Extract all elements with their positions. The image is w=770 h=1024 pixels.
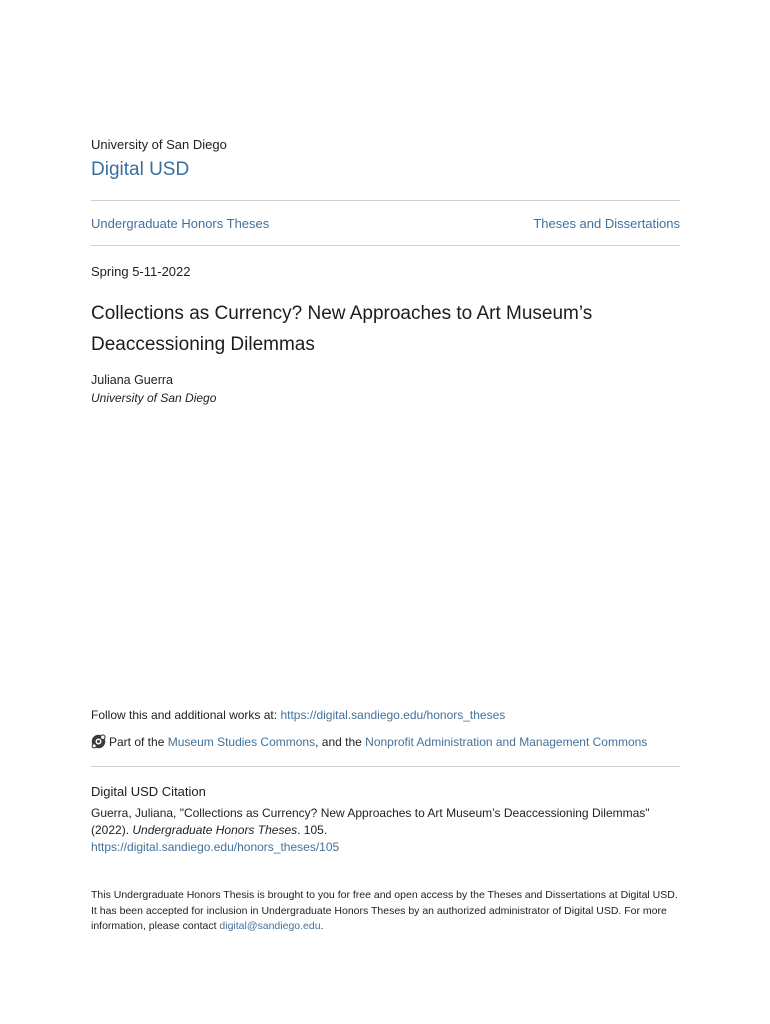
- contact-email-link[interactable]: digital@sandiego.edu: [219, 920, 321, 932]
- citation-series: Undergraduate Honors Theses: [132, 823, 298, 837]
- series-link-theses-dissertations[interactable]: Theses and Dissertations: [533, 216, 680, 231]
- cover-page: [91, 0, 680, 1024]
- author-affiliation: University of San Diego: [91, 391, 217, 405]
- publication-date: Spring 5-11-2022: [91, 264, 191, 279]
- citation-heading: Digital USD Citation: [91, 784, 206, 799]
- citation-url-link[interactable]: https://digital.sandiego.edu/honors_theses/105: [91, 840, 340, 854]
- part-of-line: [91, 734, 647, 749]
- citation-body: [91, 805, 680, 856]
- access-disclaimer: [91, 888, 680, 935]
- series-link-honors-theses[interactable]: Undergraduate Honors Theses: [91, 216, 270, 231]
- repository-name[interactable]: Digital USD: [91, 159, 190, 180]
- divider: [91, 245, 680, 246]
- institution-name: University of San Diego: [91, 137, 227, 152]
- follow-line: [91, 708, 505, 722]
- network-commons-icon: [91, 734, 106, 749]
- author-name: Juliana Guerra: [91, 373, 173, 387]
- document-title: Collections as Currency? New Approaches to Art Museum’s Deaccessioning Dilemmas: [91, 303, 593, 355]
- nonprofit-commons-link[interactable]: Nonprofit Administration and Management Commons: [365, 734, 648, 749]
- divider: [91, 200, 680, 201]
- follow-prefix: Follow this and additional works at:: [91, 708, 281, 722]
- disclaimer-text: This Undergraduate Honors Thesis is brought to you for free and open access by the Theses and Dissertations at Digital USD. It has been accepted for inclusion in Undergraduate Honors Theses by an authorized administrator of Digital USD. For more information, please contact: [91, 889, 678, 932]
- disclaimer-end: .: [320, 920, 324, 932]
- divider: [91, 766, 680, 767]
- part-of-prefix: Part of the: [109, 734, 165, 749]
- follow-url-link[interactable]: https://digital.sandiego.edu/honors_theses: [280, 708, 506, 722]
- part-of-middle: , and the: [315, 734, 366, 749]
- museum-studies-commons-link[interactable]: Museum Studies Commons: [167, 734, 316, 749]
- citation-text: Guerra, Juliana, "Collections as Currency? New Approaches to Art Museum’s Deaccessioning Dilemmas" (2022).: [91, 806, 650, 837]
- citation-number: . 105.: [297, 823, 328, 837]
